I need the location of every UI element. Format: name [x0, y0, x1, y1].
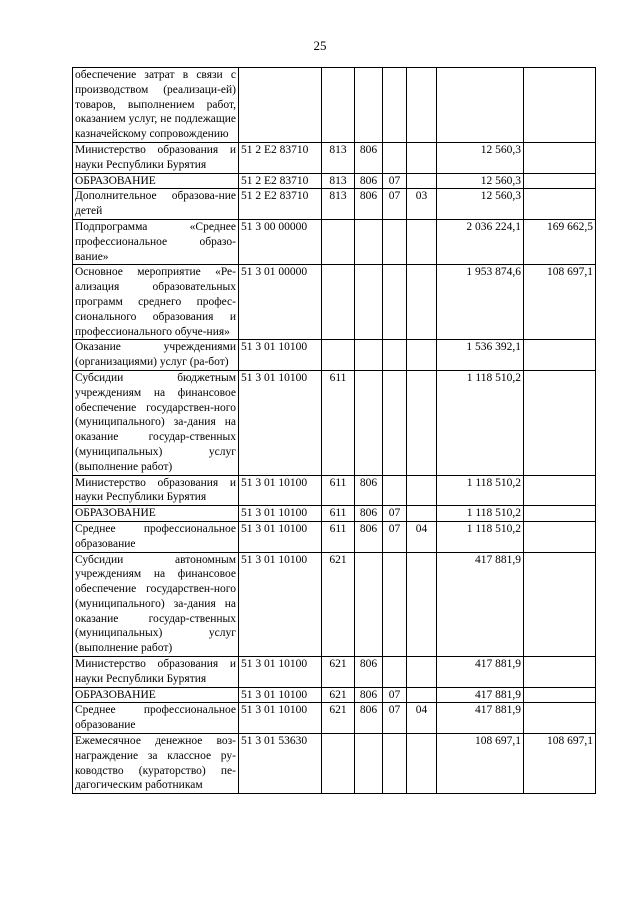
ministry-code-cell — [355, 370, 383, 475]
federal-amount-cell — [524, 68, 596, 143]
total-amount-cell — [437, 68, 524, 143]
target-article-code-cell: 51 3 01 00000 — [239, 265, 322, 340]
row-name-cell: Субсидии бюджетным учреждениям на финансовое обеспечение государствен-ного (муниципального) за-дания на оказание государ-ственных (муниципальных) услуг (выполнение работ) — [73, 370, 239, 475]
table-body — [73, 68, 596, 794]
federal-amount-cell: 108 697,1 — [524, 265, 596, 340]
expense-type-code-cell: 621 — [322, 687, 355, 703]
row-name-cell: Министерство образования и науки Республики Бурятия — [73, 475, 239, 506]
table-row — [73, 475, 596, 506]
target-article-code-cell: 51 3 01 10100 — [239, 703, 322, 734]
table-row — [73, 219, 596, 264]
target-article-code-cell — [239, 68, 322, 143]
section-code-cell: 07 — [383, 189, 407, 220]
section-code-cell — [383, 265, 407, 340]
subsection-code-cell — [407, 370, 437, 475]
section-code-cell — [383, 370, 407, 475]
federal-amount-cell — [524, 521, 596, 552]
budget-table — [72, 67, 596, 794]
ministry-code-cell — [355, 734, 383, 794]
table-row — [73, 370, 596, 475]
ministry-code-cell — [355, 68, 383, 143]
section-code-cell — [383, 475, 407, 506]
target-article-code-cell: 51 3 01 53630 — [239, 734, 322, 794]
subsection-code-cell — [407, 734, 437, 794]
subsection-code-cell — [407, 657, 437, 688]
row-name-cell: обеспечение затрат в связи с производством (реализаци-ей) товаров, выполнением работ, оказанием услуг, не подлежащие казначейскому сопровождению — [73, 68, 239, 143]
table-row — [73, 506, 596, 522]
federal-amount-cell — [524, 142, 596, 173]
ministry-code-cell: 806 — [355, 521, 383, 552]
expense-type-code-cell: 611 — [322, 506, 355, 522]
subsection-code-cell — [407, 68, 437, 143]
ministry-code-cell: 806 — [355, 687, 383, 703]
table-row — [73, 521, 596, 552]
row-name-cell: ОБРАЗОВАНИЕ — [73, 687, 239, 703]
total-amount-cell: 2 036 224,1 — [437, 219, 524, 264]
subsection-code-cell — [407, 142, 437, 173]
ministry-code-cell: 806 — [355, 657, 383, 688]
ministry-code-cell: 806 — [355, 189, 383, 220]
ministry-code-cell: 806 — [355, 173, 383, 189]
federal-amount-cell — [524, 189, 596, 220]
row-name-cell: Среднее профессиональное образование — [73, 521, 239, 552]
federal-amount-cell — [524, 657, 596, 688]
federal-amount-cell — [524, 506, 596, 522]
expense-type-code-cell: 611 — [322, 370, 355, 475]
table-row — [73, 340, 596, 371]
table-row — [73, 687, 596, 703]
section-code-cell — [383, 657, 407, 688]
subsection-code-cell: 04 — [407, 703, 437, 734]
expense-type-code-cell — [322, 340, 355, 371]
total-amount-cell: 1 118 510,2 — [437, 521, 524, 552]
table-row — [73, 734, 596, 794]
table-row — [73, 173, 596, 189]
expense-type-code-cell: 813 — [322, 189, 355, 220]
subsection-code-cell — [407, 506, 437, 522]
row-name-cell: Министерство образования и науки Республики Бурятия — [73, 142, 239, 173]
ministry-code-cell: 806 — [355, 142, 383, 173]
ministry-code-cell: 806 — [355, 475, 383, 506]
row-name-cell: Основное мероприятие «Ре-ализация образовательных программ среднего профес-сионального образования и профессионального обуче-ния» — [73, 265, 239, 340]
section-code-cell — [383, 552, 407, 657]
row-name-cell: Ежемесячное денежное воз-награждение за классное ру-ководство (кураторство) пе-дагогическим работникам — [73, 734, 239, 794]
ministry-code-cell — [355, 265, 383, 340]
ministry-code-cell — [355, 340, 383, 371]
total-amount-cell: 1 953 874,6 — [437, 265, 524, 340]
federal-amount-cell — [524, 340, 596, 371]
section-code-cell: 07 — [383, 521, 407, 552]
row-name-cell: Подпрограмма «Среднее профессиональное образо-вание» — [73, 219, 239, 264]
expense-type-code-cell: 611 — [322, 475, 355, 506]
row-name-cell: Оказание учреждениями (организациями) услуг (ра-бот) — [73, 340, 239, 371]
section-code-cell: 07 — [383, 173, 407, 189]
table-row — [73, 68, 596, 143]
expense-type-code-cell: 621 — [322, 703, 355, 734]
target-article-code-cell: 51 2 E2 83710 — [239, 189, 322, 220]
total-amount-cell: 12 560,3 — [437, 142, 524, 173]
federal-amount-cell — [524, 703, 596, 734]
target-article-code-cell: 51 2 E2 83710 — [239, 142, 322, 173]
total-amount-cell: 417 881,9 — [437, 657, 524, 688]
subsection-code-cell — [407, 475, 437, 506]
federal-amount-cell — [524, 475, 596, 506]
subsection-code-cell — [407, 552, 437, 657]
target-article-code-cell: 51 3 01 10100 — [239, 475, 322, 506]
ministry-code-cell: 806 — [355, 506, 383, 522]
row-name-cell: Среднее профессиональное образование — [73, 703, 239, 734]
total-amount-cell: 1 536 392,1 — [437, 340, 524, 371]
ministry-code-cell: 806 — [355, 703, 383, 734]
federal-amount-cell: 108 697,1 — [524, 734, 596, 794]
total-amount-cell: 1 118 510,2 — [437, 370, 524, 475]
table-row — [73, 142, 596, 173]
expense-type-code-cell: 813 — [322, 142, 355, 173]
total-amount-cell: 1 118 510,2 — [437, 506, 524, 522]
target-article-code-cell: 51 2 E2 83710 — [239, 173, 322, 189]
table-row — [73, 552, 596, 657]
section-code-cell: 07 — [383, 703, 407, 734]
table-row — [73, 189, 596, 220]
total-amount-cell: 417 881,9 — [437, 687, 524, 703]
section-code-cell — [383, 142, 407, 173]
federal-amount-cell — [524, 370, 596, 475]
page-number: 25 — [313, 38, 327, 53]
section-code-cell — [383, 68, 407, 143]
table-row — [73, 703, 596, 734]
target-article-code-cell: 51 3 01 10100 — [239, 687, 322, 703]
row-name-cell: ОБРАЗОВАНИЕ — [73, 506, 239, 522]
subsection-code-cell — [407, 265, 437, 340]
section-code-cell: 07 — [383, 687, 407, 703]
section-code-cell — [383, 340, 407, 371]
subsection-code-cell: 03 — [407, 189, 437, 220]
federal-amount-cell — [524, 173, 596, 189]
total-amount-cell: 417 881,9 — [437, 552, 524, 657]
expense-type-code-cell: 611 — [322, 521, 355, 552]
expense-type-code-cell: 813 — [322, 173, 355, 189]
expense-type-code-cell: 621 — [322, 552, 355, 657]
expense-type-code-cell — [322, 265, 355, 340]
total-amount-cell: 1 118 510,2 — [437, 475, 524, 506]
table-row — [73, 657, 596, 688]
subsection-code-cell — [407, 173, 437, 189]
row-name-cell: Министерство образования и науки Республики Бурятия — [73, 657, 239, 688]
subsection-code-cell — [407, 219, 437, 264]
total-amount-cell: 12 560,3 — [437, 189, 524, 220]
target-article-code-cell: 51 3 01 10100 — [239, 552, 322, 657]
row-name-cell: Субсидии автономным учреждениям на финансовое обеспечение государствен-ного (муниципального) за-дания на оказание государ-ственных (муниципальных) услуг (выполнение работ) — [73, 552, 239, 657]
subsection-code-cell: 04 — [407, 521, 437, 552]
total-amount-cell: 12 560,3 — [437, 173, 524, 189]
section-code-cell — [383, 219, 407, 264]
federal-amount-cell: 169 662,5 — [524, 219, 596, 264]
subsection-code-cell — [407, 340, 437, 371]
row-name-cell: Дополнительное образова-ние детей — [73, 189, 239, 220]
table-row — [73, 265, 596, 340]
expense-type-code-cell — [322, 68, 355, 143]
section-code-cell: 07 — [383, 506, 407, 522]
total-amount-cell: 108 697,1 — [437, 734, 524, 794]
target-article-code-cell: 51 3 01 10100 — [239, 657, 322, 688]
target-article-code-cell: 51 3 00 00000 — [239, 219, 322, 264]
federal-amount-cell — [524, 552, 596, 657]
target-article-code-cell: 51 3 01 10100 — [239, 506, 322, 522]
expense-type-code-cell: 621 — [322, 657, 355, 688]
expense-type-code-cell — [322, 219, 355, 264]
total-amount-cell: 417 881,9 — [437, 703, 524, 734]
expense-type-code-cell — [322, 734, 355, 794]
ministry-code-cell — [355, 219, 383, 264]
subsection-code-cell — [407, 687, 437, 703]
target-article-code-cell: 51 3 01 10100 — [239, 370, 322, 475]
section-code-cell — [383, 734, 407, 794]
target-article-code-cell: 51 3 01 10100 — [239, 340, 322, 371]
federal-amount-cell — [524, 687, 596, 703]
ministry-code-cell — [355, 552, 383, 657]
row-name-cell: ОБРАЗОВАНИЕ — [73, 173, 239, 189]
target-article-code-cell: 51 3 01 10100 — [239, 521, 322, 552]
